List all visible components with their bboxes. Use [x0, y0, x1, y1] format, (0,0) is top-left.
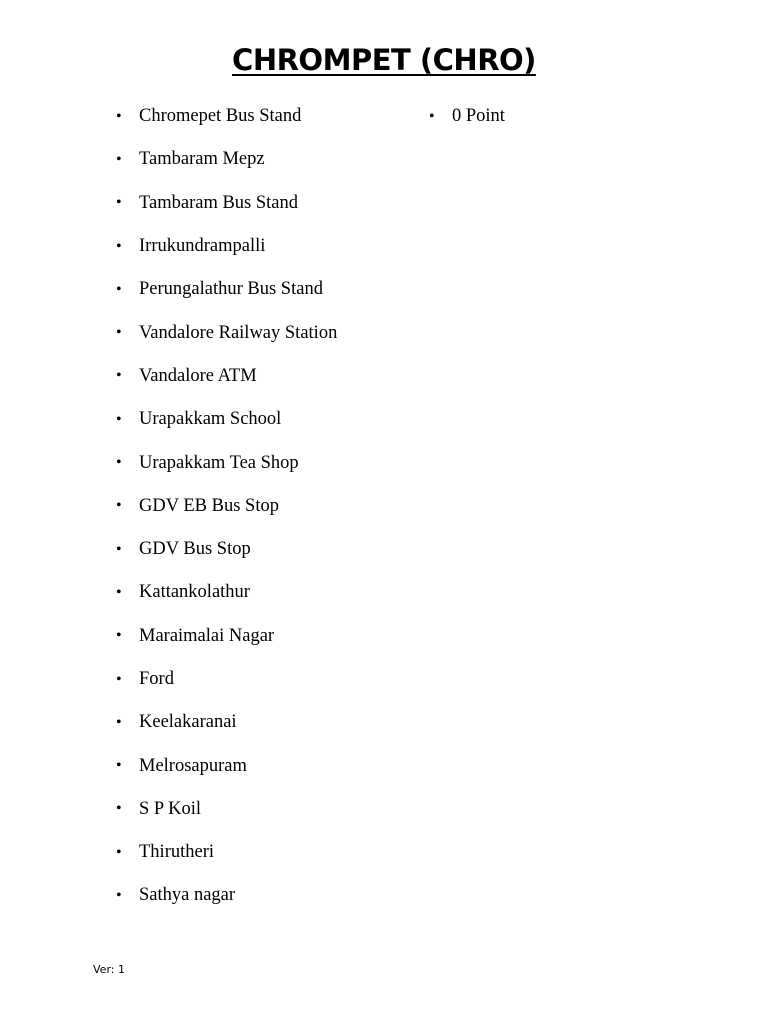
bullet-icon: • — [116, 454, 122, 472]
stop-label: Irrukundrampalli — [139, 236, 266, 257]
list-item — [112, 225, 337, 268]
stop-label: Keelakaranai — [139, 712, 237, 733]
list-item — [425, 95, 505, 138]
bullet-icon: • — [116, 237, 122, 255]
bullet-icon: • — [116, 540, 122, 558]
stop-list-left — [112, 95, 337, 918]
stop-label: Maraimalai Nagar — [139, 625, 275, 646]
stop-label: Chromepet Bus Stand — [139, 106, 302, 127]
bullet-icon: • — [116, 670, 122, 688]
bullet-icon: • — [116, 497, 122, 515]
list-item — [112, 528, 337, 571]
list-item — [112, 398, 337, 441]
bullet-icon: • — [116, 886, 122, 904]
stop-label: Vandalore Railway Station — [139, 322, 338, 343]
stop-label: Perungalathur Bus Stand — [139, 279, 323, 300]
bullet-icon: • — [116, 757, 122, 775]
stop-label: Kattankolathur — [139, 582, 250, 603]
stop-label: Ford — [139, 669, 174, 689]
list-item — [112, 615, 337, 658]
list-item — [112, 138, 337, 181]
list-item — [112, 485, 337, 528]
bullet-icon: • — [116, 410, 122, 428]
bullet-icon: • — [116, 324, 122, 342]
bullet-icon: • — [116, 583, 122, 601]
stop-label: Vandalore ATM — [139, 365, 257, 386]
stop-label: GDV EB Bus Stop — [139, 495, 279, 516]
stop-label: Urapakkam School — [139, 409, 282, 430]
stop-label: Urapakkam Tea Shop — [139, 452, 299, 473]
list-item — [112, 268, 337, 311]
stop-label: S P Koil — [139, 798, 202, 819]
list-item — [112, 788, 337, 831]
list-item — [112, 95, 337, 138]
list-item — [112, 571, 337, 614]
stop-label: GDV Bus Stop — [139, 539, 251, 560]
list-item — [112, 355, 337, 398]
stop-list-right — [425, 95, 505, 138]
bullet-icon: • — [116, 800, 122, 818]
bullet-icon: • — [116, 150, 122, 168]
bullet-icon: • — [116, 194, 122, 212]
stop-label: Tambaram Mepz — [139, 149, 265, 170]
list-item — [112, 744, 337, 787]
stop-label: Thirutheri — [139, 842, 215, 863]
bullet-icon: • — [116, 627, 122, 645]
footer-version: Ver: 1 — [93, 963, 125, 976]
bullet-icon: • — [116, 713, 122, 731]
list-item — [112, 701, 337, 744]
list-item — [112, 874, 337, 917]
stop-label: Tambaram Bus Stand — [139, 192, 299, 213]
bullet-icon: • — [116, 843, 122, 861]
stop-label: 0 Point — [452, 106, 505, 127]
bullet-icon: • — [429, 107, 435, 125]
page-title: CHROMPET (CHRO) — [232, 43, 536, 77]
list-item — [112, 658, 337, 701]
stop-label: Melrosapuram — [139, 755, 247, 776]
list-item — [112, 441, 337, 484]
bullet-icon: • — [116, 107, 122, 125]
bullet-icon: • — [116, 367, 122, 385]
list-item — [112, 182, 337, 225]
bullet-icon: • — [116, 280, 122, 298]
list-item — [112, 311, 337, 354]
stop-label: Sathya nagar — [139, 885, 236, 906]
list-item — [112, 831, 337, 874]
